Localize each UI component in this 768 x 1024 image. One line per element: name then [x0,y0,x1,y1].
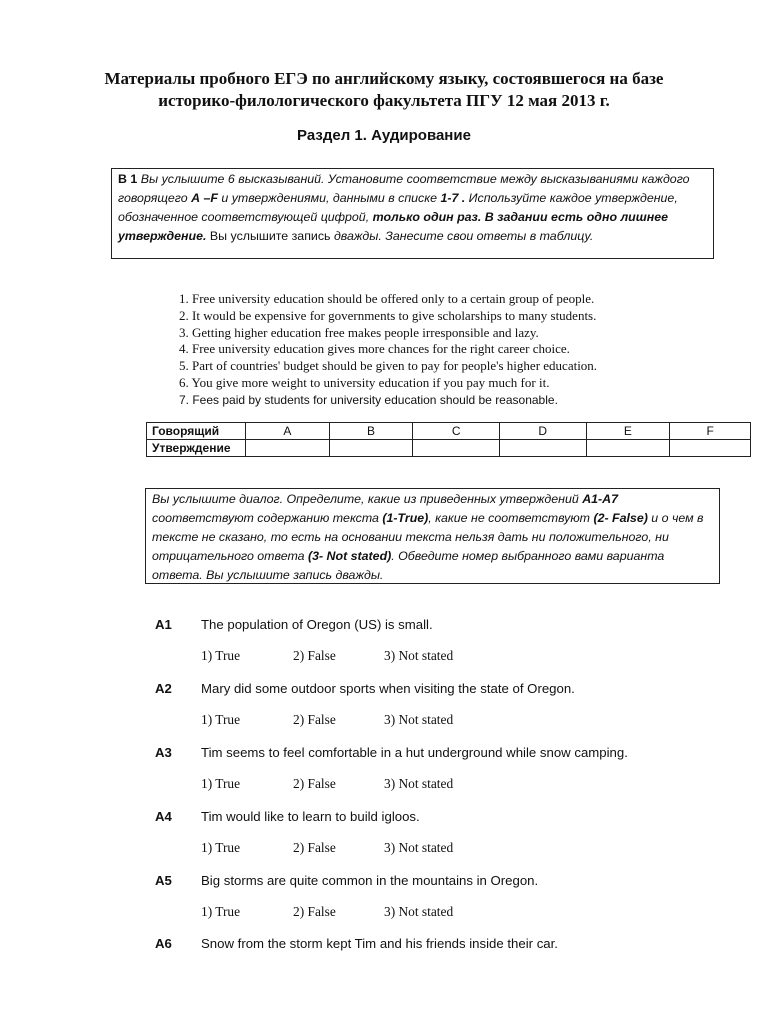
answer-cell-b[interactable] [329,440,413,457]
answer-cell-c[interactable] [413,440,500,457]
answer-cell-f[interactable] [670,440,751,457]
option-true[interactable]: 1) True [201,840,241,855]
task-a-text-3: , какие не соответствуют [428,511,594,525]
task-b1-once: только один раз. В задании есть одно лишнее утверждение. [118,210,669,243]
question-text: Tim would like to learn to build igloos. [201,809,420,824]
task-a-text-5: . Обведите номер выбранного вами варианта ответа. Вы услышите запись дважды. [152,549,665,582]
title-line-1: Материалы пробного ЕГЭ по английскому языку, состоявшегося на базе [104,69,664,88]
answer-cell-a[interactable] [246,440,330,457]
document-title [60,68,708,112]
option-not-stated[interactable]: 3) Not stated [384,648,454,663]
task-a-not-stated: (3- Not stated) [307,549,392,563]
column-header: F [670,423,751,440]
task-a-range: А1-А7 [582,492,618,506]
task-a-text-2: соответствуют содержанию текста [152,511,383,525]
task-a-true: (1-True) [382,511,429,525]
column-header: C [413,423,500,440]
statement-item: 2. It would be expensive for governments to give scholarships to many students. [179,307,597,323]
option-true[interactable]: 1) True [201,776,241,791]
question-text: Big storms are quite common in the mountains in Oregon. [201,873,539,888]
answer-cell-d[interactable] [499,440,586,457]
task-a-false: (2- False) [593,511,648,525]
option-true[interactable]: 1) True [201,904,241,919]
question-number: A2 [155,681,172,696]
option-not-stated[interactable]: 3) Not stated [384,840,454,855]
task-b1-text-1: Вы услышите 6 высказываний. Установите соответствие между высказываниями каждого говорящего [118,172,690,205]
statement-item: 5. Part of countries' budget should be given to pay for people's higher education. [179,358,598,374]
option-true[interactable]: 1) True [201,648,241,663]
option-false[interactable]: 2) False [293,712,336,727]
task-b1-text-4: Вы услышите запись [206,229,334,243]
column-header: A [246,423,330,440]
statement-item: 1. Free university education should be offered only to a certain group of people. [179,291,595,306]
question-number: A6 [155,936,172,951]
task-a-instructions [145,488,720,584]
task-b1-text-5: дважды. Занесите свои ответы в таблицу. [333,229,594,243]
option-not-stated[interactable]: 3) Not stated [384,904,454,919]
question-number: A1 [155,617,172,632]
question-text: Mary did some outdoor sports when visiting the state of Oregon. [201,681,575,696]
title-line-2: историко-филологического факультета ПГУ 12 мая 2013 г. [158,91,610,110]
statement-label: Утверждение [147,440,246,457]
question-text: Snow from the storm kept Tim and his friends inside their car. [201,936,558,951]
task-b1-range: 1-7 . [440,191,466,205]
speaker-row [147,423,751,440]
task-b1-text-2: и утверждениями, данными в списке [217,191,441,205]
speaker-label: Говорящий [147,423,246,440]
answer-table [146,422,751,457]
task-b1-letters: А –F [191,191,218,205]
task-b1-text-3: Используйте каждое утверждение, обозначенное соответствующей цифрой, [118,191,678,224]
option-true[interactable]: 1) True [201,712,241,727]
task-a-text-1: Вы услышите диалог. Определите, какие из приведенных утверждений [152,492,583,506]
statement-item: 4. Free university education gives more chances for the right career choice. [179,341,570,357]
task-b1-label: В 1 [118,172,138,186]
statement-row [147,440,751,457]
statement-item: 7. Fees paid by students for university education should be reasonable. [179,392,558,407]
option-false[interactable]: 2) False [293,776,336,791]
option-false[interactable]: 2) False [293,840,336,855]
statement-item: 3. Getting higher education free makes people irresponsible and lazy. [179,324,539,340]
column-header: E [586,423,670,440]
question-number: A5 [155,873,172,888]
statement-item: 6. You give more weight to university education if you pay much for it. [179,374,550,390]
question-text: Tim seems to feel comfortable in a hut underground while snow camping. [201,745,628,760]
section-heading: Раздел 1. Аудирование [297,127,471,144]
question-number: A3 [155,745,172,760]
option-not-stated[interactable]: 3) Not stated [384,776,454,791]
option-false[interactable]: 2) False [293,904,336,919]
task-a-text-4: и о чем в тексте не сказано, то есть на основании текста нельзя дать ни положительного, ни отрицательного ответа [152,511,704,563]
statement-list [179,291,719,409]
task-b1-instructions [111,168,714,259]
option-not-stated[interactable]: 3) Not stated [384,712,454,727]
column-header: D [499,423,586,440]
answer-cell-e[interactable] [586,440,670,457]
question-number: A4 [155,809,172,824]
question-text: The population of Oregon (US) is small. [201,617,433,632]
column-header: B [329,423,413,440]
option-false[interactable]: 2) False [293,648,336,663]
